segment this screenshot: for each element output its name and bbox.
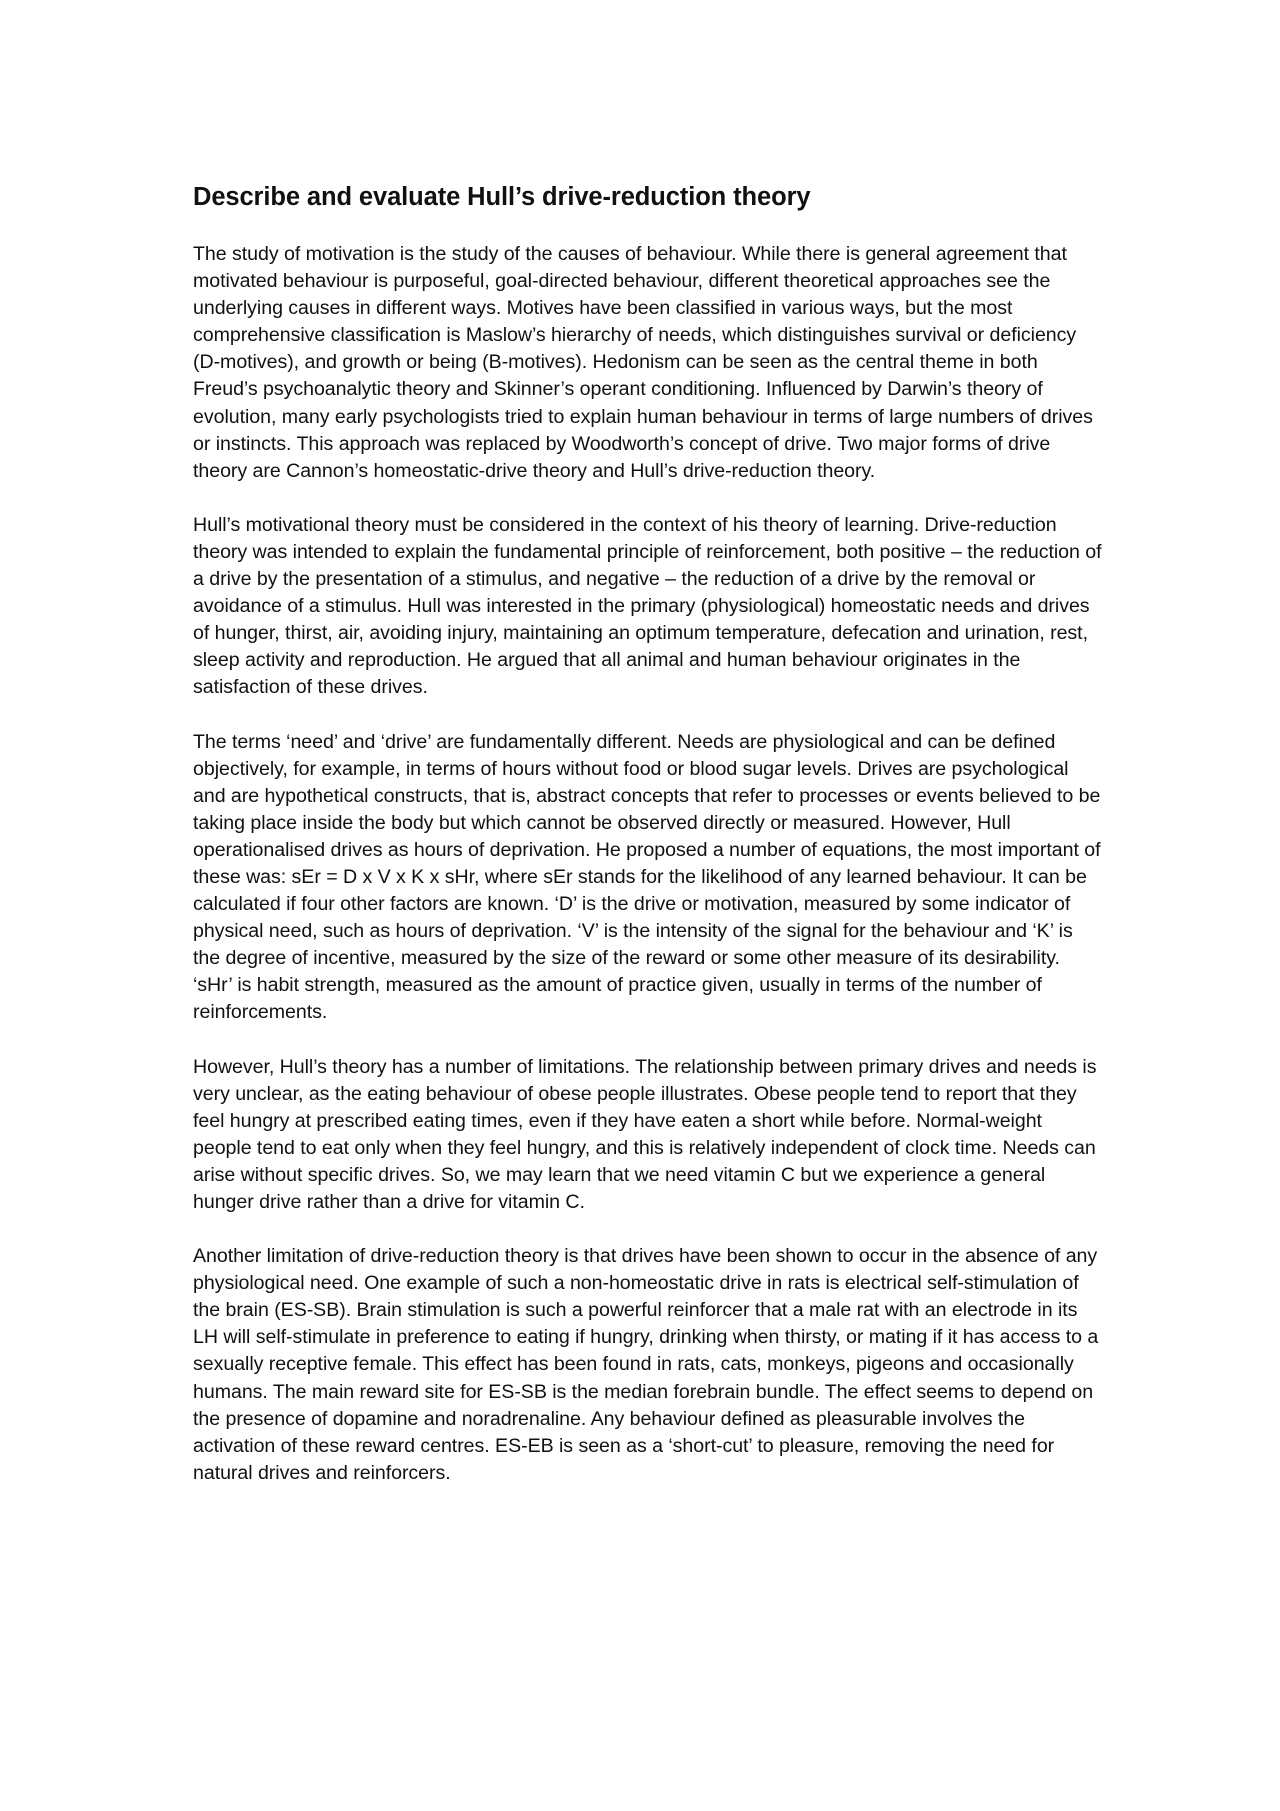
document-page: [193, 180, 1103, 1514]
document-title: Describe and evaluate Hull’s drive-reduction theory: [193, 183, 811, 211]
paragraph-introduction: The study of motivation is the study of the causes of behaviour. While there is general agreement that motivated behaviour is purposeful, goal-directed behaviour, different theoretical approaches see the underlying causes in different ways. Motives have been classified in various ways, but the most comprehensive classification is Maslow’s hierarchy of needs, which distinguishes survival or deficiency (D-motives), and growth or being (B-motives). Hedonism can be seen as the central theme in both Freud’s psychoanalytic theory and Skinner’s operant conditioning. Influenced by Darwin’s theory of evolution, many early psychologists tried to explain human behaviour in terms of large numbers of drives or instincts. This approach was replaced by Woodworth’s concept of drive. Two major forms of drive theory are Cannon’s homeostatic-drive theory and Hull’s drive-reduction theory.: [193, 243, 1093, 482]
paragraph-limitations: However, Hull’s theory has a number of limitations. The relationship between primary drives and needs is very unclear, as the eating behaviour of obese people illustrates. Obese people tend to report that they feel hungry at prescribed eating times, even if they have eaten a short while before. Normal-weight people tend to eat only when they feel hungry, and this is relatively independent of clock time. Needs can arise without specific drives. So, we may learn that we need vitamin C but we experience a general hunger drive rather than a drive for vitamin C.: [193, 1055, 1097, 1213]
paragraph-non-homeostatic-drives: Another limitation of drive-reduction theory is that drives have been shown to occur in the absence of any physiological need. One example of such a non-homeostatic drive in rats is electrical self-stimulation of the brain (ES-SB). Brain stimulation is such a powerful reinforcer that a male rat with an electrode in its LH will self-stimulate in preference to eating if hungry, drinking when thirsty, or mating if it has access to a sexually receptive female. This effect has been found in rats, cats, monkeys, pigeons and occasionally humans. The main reward site for ES-SB is the median forebrain bundle. The effect seems to depend on the presence of dopamine and noradrenaline. Any behaviour defined as pleasurable involves the activation of these reward centres. ES-EB is seen as a ‘short-cut’ to pleasure, removing the need for natural drives and reinforcers.: [193, 1245, 1099, 1484]
paragraph-need-vs-drive: The terms ‘need’ and ‘drive’ are fundamentally different. Needs are physiological and can be defined objectively, for example, in terms of hours without food or blood sugar levels. Drives are psychological and are hypothetical constructs, that is, abstract concepts that refer to processes or events believed to be taking place inside the body but which cannot be observed directly or measured. However, Hull operationalised drives as hours of deprivation. He proposed a number of equations, the most important of these was: sEr = D x V x K x sHr, where sEr stands for the likelihood of any learned behaviour. It can be calculated if four other factors are known. ‘D’ is the drive or motivation, measured by some indicator of physical need, such as hours of deprivation. ‘V’ is the intensity of the signal for the behaviour and ‘K’ is the degree of incentive, measured by the size of the reward or some other measure of its desirability. ‘sHr’ is habit strength, measured as the amount of practice given, usually in terms of the number of reinforcements.: [193, 730, 1101, 1024]
paragraph-hull-theory: Hull’s motivational theory must be considered in the context of his theory of learning. Drive-reduction theory was intended to explain the fundamental principle of reinforcement, both positive – the reduction of a drive by the presentation of a stimulus, and negative – the reduction of a drive by the removal or avoidance of a stimulus. Hull was interested in the primary (physiological) homeostatic needs and drives of hunger, thirst, air, avoiding injury, maintaining an optimum temperature, defecation and urination, rest, sleep activity and reproduction. He argued that all animal and human behaviour originates in the satisfaction of these drives.: [193, 513, 1102, 699]
